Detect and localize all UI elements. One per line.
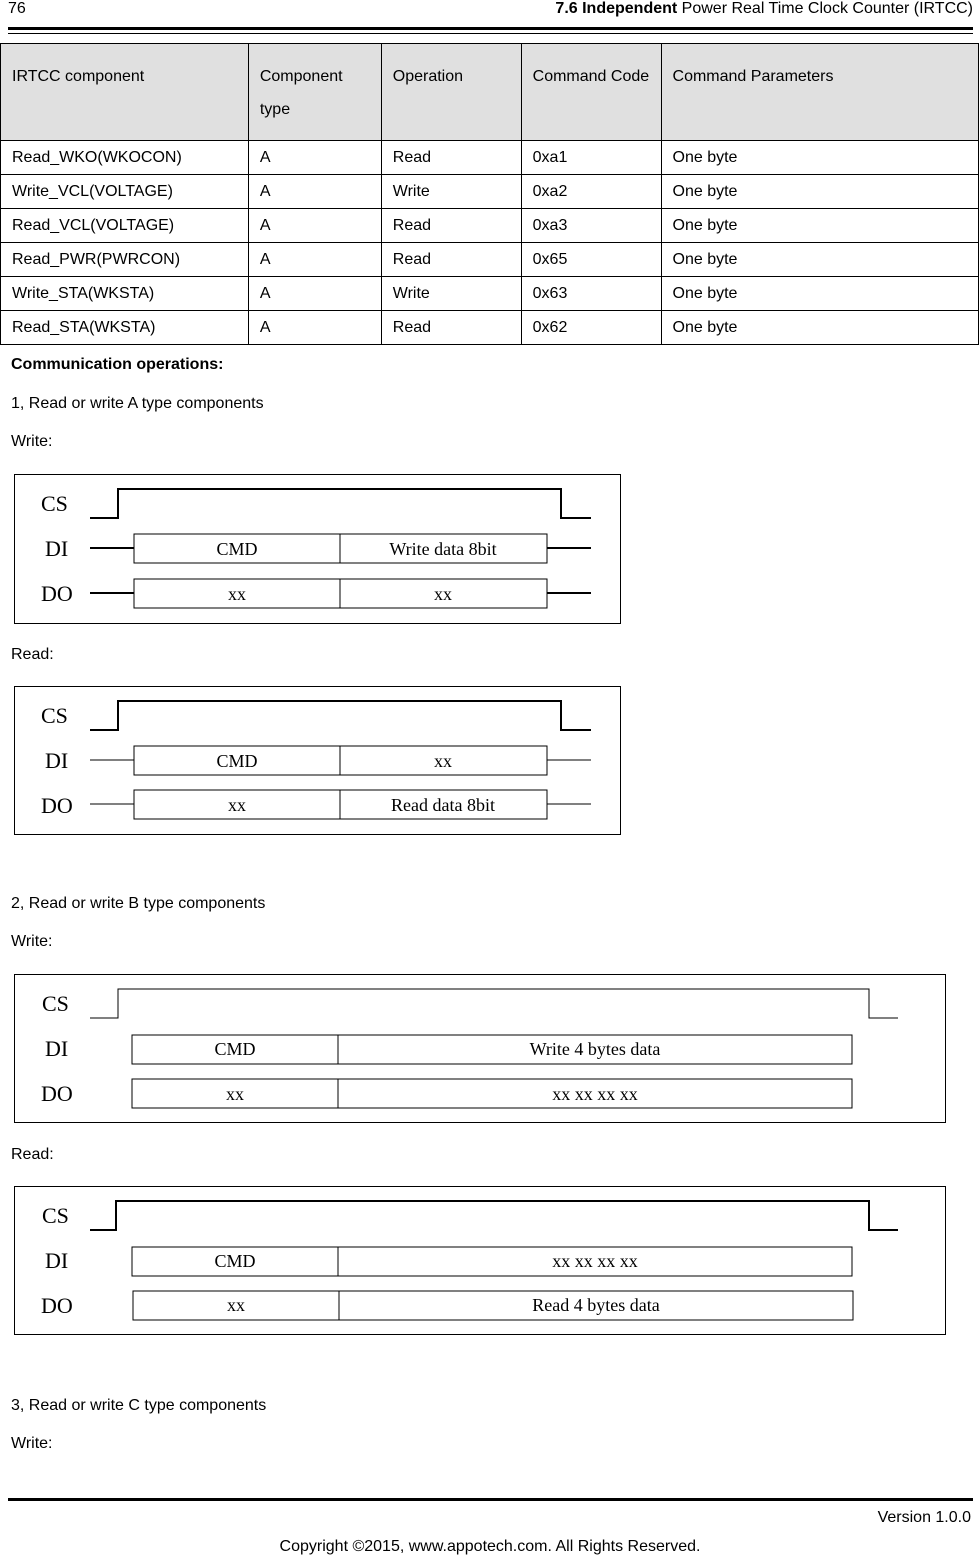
cell-parameters: One byte: [661, 141, 978, 175]
comm-operations-heading: Communication operations:: [11, 356, 224, 373]
section-2-heading: 2, Read or write B type components: [11, 895, 266, 912]
table-row: [1, 243, 979, 277]
cell-code: 0xa1: [521, 141, 661, 175]
do-data-text: Read 4 bytes data: [532, 1295, 660, 1315]
cell-type: A: [248, 311, 381, 345]
cell-component: Write_STA(WKSTA): [1, 277, 249, 311]
col-header-operation: Operation: [381, 44, 521, 141]
cell-operation: Read: [381, 311, 521, 345]
section-title: [555, 0, 973, 18]
cs-signal-label: CS: [41, 491, 68, 516]
col-header-command-code: Command Code: [521, 44, 661, 141]
col-header-component: IRTCC component: [1, 44, 249, 141]
section-1-write-label: Write:: [11, 433, 53, 450]
cell-code: 0xa2: [521, 175, 661, 209]
section-3-heading: 3, Read or write C type components: [11, 1397, 267, 1414]
timing-diagram-b-write: [14, 974, 946, 1124]
cell-component: Write_VCL(VOLTAGE): [1, 175, 249, 209]
di-signal-label: DI: [45, 1248, 69, 1273]
do-signal-label: DO: [41, 1081, 73, 1106]
cs-waveform: [90, 989, 898, 1018]
do-signal-label: DO: [41, 793, 73, 818]
di-signal-label: DI: [45, 1036, 69, 1061]
di-cmd-text: CMD: [216, 751, 258, 771]
do-cmd-text: xx: [228, 584, 246, 604]
cell-code: 0xa3: [521, 209, 661, 243]
cell-component: Read_STA(WKSTA): [1, 311, 249, 345]
col-header-command-parameters: Command Parameters: [661, 44, 978, 141]
cell-operation: Read: [381, 209, 521, 243]
cell-type: A: [248, 141, 381, 175]
table-header-row: [1, 44, 979, 141]
di-cmd-text: CMD: [214, 1039, 256, 1059]
section-2-write-label: Write:: [11, 933, 53, 950]
cell-operation: Write: [381, 277, 521, 311]
section-2-read-label: Read:: [11, 1146, 54, 1163]
cell-operation: Write: [381, 175, 521, 209]
version-label: Version 1.0.0: [877, 1509, 971, 1526]
header-rule-thick: [8, 27, 973, 30]
table-row: [1, 175, 979, 209]
do-signal-label: DO: [41, 1293, 73, 1318]
di-data-text: Write 4 bytes data: [529, 1039, 661, 1059]
do-cmd-text: xx: [228, 795, 246, 815]
cell-code: 0x65: [521, 243, 661, 277]
section-title-bold: 7.6 Independent: [555, 0, 678, 17]
timing-diagram-a-write: [14, 474, 621, 624]
cell-operation: Read: [381, 141, 521, 175]
di-cmd-text: CMD: [214, 1251, 256, 1271]
cell-operation: Read: [381, 243, 521, 277]
cs-waveform: [90, 489, 591, 518]
cell-component: Read_VCL(VOLTAGE): [1, 209, 249, 243]
table-row: [1, 209, 979, 243]
cell-component: Read_PWR(PWRCON): [1, 243, 249, 277]
footer-rule: [8, 1498, 973, 1501]
do-cmd-text: xx: [226, 1084, 244, 1104]
cs-signal-label: CS: [41, 703, 68, 728]
do-cmd-text: xx: [227, 1295, 245, 1315]
section-3-write-label: Write:: [11, 1435, 53, 1452]
do-signal-label: DO: [41, 581, 73, 606]
cell-type: A: [248, 243, 381, 277]
cell-type: A: [248, 175, 381, 209]
header-rule-thin: [8, 33, 973, 34]
cell-code: 0x63: [521, 277, 661, 311]
cell-code: 0x62: [521, 311, 661, 345]
cell-parameters: One byte: [661, 175, 978, 209]
di-data-text: xx: [434, 751, 452, 771]
di-data-text: xx xx xx xx: [552, 1251, 638, 1271]
cell-component: Read_WKO(WKOCON): [1, 141, 249, 175]
cell-type: A: [248, 277, 381, 311]
section-title-rest: Power Real Time Clock Counter (IRTCC): [677, 0, 973, 17]
di-cmd-text: CMD: [216, 539, 258, 559]
cell-type: A: [248, 209, 381, 243]
table-row: [1, 141, 979, 175]
timing-diagram-a-read: [14, 686, 621, 836]
di-data-text: Write data 8bit: [389, 539, 497, 559]
table-row: [1, 277, 979, 311]
section-1-read-label: Read:: [11, 646, 54, 663]
cs-waveform: [90, 1201, 898, 1230]
timing-diagram-b-read: [14, 1186, 946, 1336]
cell-parameters: One byte: [661, 243, 978, 277]
copyright-notice: Copyright ©2015, www.appotech.com. All Rights Reserved.: [279, 1538, 701, 1555]
cell-parameters: One byte: [661, 209, 978, 243]
cs-signal-label: CS: [42, 1203, 69, 1228]
section-1-heading: 1, Read or write A type components: [11, 395, 264, 412]
do-data-text: xx: [434, 584, 452, 604]
col-header-component-type: Component type: [248, 44, 381, 141]
cell-parameters: One byte: [661, 311, 978, 345]
do-data-text: Read data 8bit: [391, 795, 495, 815]
irtcc-command-table: [0, 43, 979, 345]
di-signal-label: DI: [45, 536, 69, 561]
cs-waveform: [90, 701, 591, 730]
cell-parameters: One byte: [661, 277, 978, 311]
cs-signal-label: CS: [42, 991, 69, 1016]
di-signal-label: DI: [45, 748, 69, 773]
do-data-text: xx xx xx xx: [552, 1084, 638, 1104]
page-number: 76: [8, 0, 26, 17]
table-row: [1, 311, 979, 345]
